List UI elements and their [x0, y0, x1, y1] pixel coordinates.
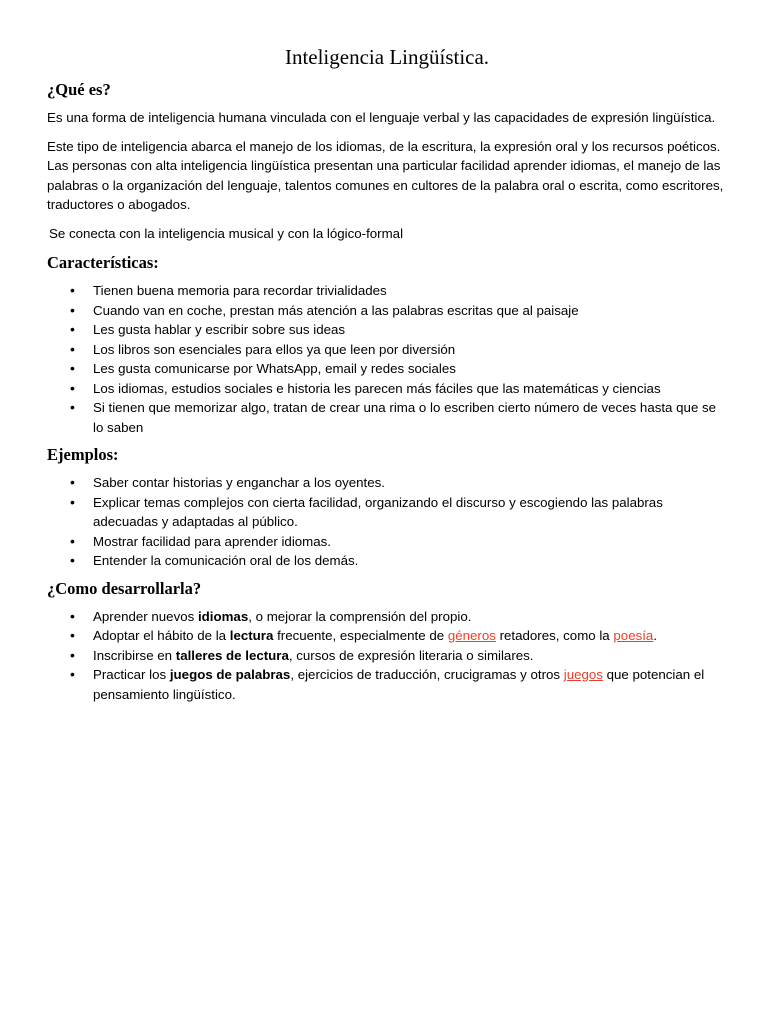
list-item: • Los idiomas, estudios sociales e historia les parecen más fáciles que las matemáticas y ciencias [93, 379, 727, 399]
link-poesia[interactable]: poesía [613, 628, 654, 643]
text-span: Adoptar el hábito de la [93, 628, 230, 643]
list-item: • Entender la comunicación oral de los demás. [93, 551, 727, 571]
bold-term: talleres de lectura [175, 647, 289, 663]
heading-ejemplos: Ejemplos: [47, 445, 119, 464]
text-span: que potencian el pensamiento lingüístico. [93, 667, 705, 702]
heading-que-es: ¿Qué es? [47, 80, 111, 99]
list-ejemplos [47, 473, 727, 571]
list-item: • Cuando van en coche, prestan más atención a las palabras escritas que al paisaje [93, 301, 727, 321]
text-span: , cursos de expresión literaria o similares. [288, 647, 534, 663]
heading-caracteristicas: Características: [47, 253, 159, 272]
list-item: • Los libros son esenciales para ellos ya que leen por diversión [93, 340, 727, 360]
link-generos[interactable]: géneros [447, 628, 496, 643]
list-item [93, 607, 727, 627]
list-item [93, 626, 727, 646]
paragraph-description: Este tipo de inteligencia abarca el manejo de los idiomas, de la escritura, la expresión oral y los recursos poéticos. Las personas con alta inteligencia lingüística presentan una particular facilidad aprender idiomas, el manejo de las palabras o la organización del lenguaje, talentos comunes en cultores de la palabra oral o escrita, como escritores, traductores o abogados. [47, 138, 724, 212]
bold-term: idiomas [197, 608, 249, 624]
paragraph-definition: Es una forma de inteligencia humana vinculada con el lenguaje verbal y las capacidades de expresión lingüística. [47, 110, 716, 125]
list-item [93, 665, 727, 704]
list-item: • Explicar temas complejos con cierta facilidad, organizando el discurso y escogiendo las palabras adecuadas y adaptadas al público. [93, 493, 727, 532]
link-juegos[interactable]: juegos [563, 667, 603, 682]
list-item: • Tienen buena memoria para recordar trivialidades [93, 281, 727, 301]
document-title: Inteligencia Lingüística. [284, 45, 490, 69]
text-span: Practicar los [93, 667, 170, 682]
list-item: • Si tienen que memorizar algo, tratan de crear una rima o lo escriben cierto número de veces hasta que se lo saben [93, 398, 727, 437]
paragraph-connection: Se conecta con la inteligencia musical y con la lógico-formal [49, 225, 404, 241]
text-span: retadores, como la [495, 628, 614, 643]
list-caracteristicas [47, 281, 727, 437]
text-span: frecuente, especialmente de [273, 628, 448, 643]
heading-como-desarrollarla: ¿Como desarrollarla? [47, 578, 202, 598]
list-item: • Les gusta comunicarse por WhatsApp, email y redes sociales [93, 359, 727, 379]
text-span: Inscribirse en [93, 647, 176, 663]
document-page [47, 42, 727, 710]
list-item: • Mostrar facilidad para aprender idiomas. [93, 532, 727, 552]
bold-term: lectura [229, 628, 274, 643]
text-span: , o mejorar la comprensión del propio. [248, 608, 472, 624]
bold-term: juegos de palabras [169, 667, 291, 682]
list-item: • Les gusta hablar y escribir sobre sus ideas [93, 320, 727, 340]
list-item [93, 646, 727, 666]
list-item: • Saber contar historias y enganchar a los oyentes. [93, 473, 727, 493]
text-span: Aprender nuevos [93, 608, 198, 624]
list-desarrollar [47, 607, 727, 705]
text-span: , ejercicios de traducción, crucigramas y otros [290, 667, 564, 682]
text-span: . [653, 628, 658, 643]
